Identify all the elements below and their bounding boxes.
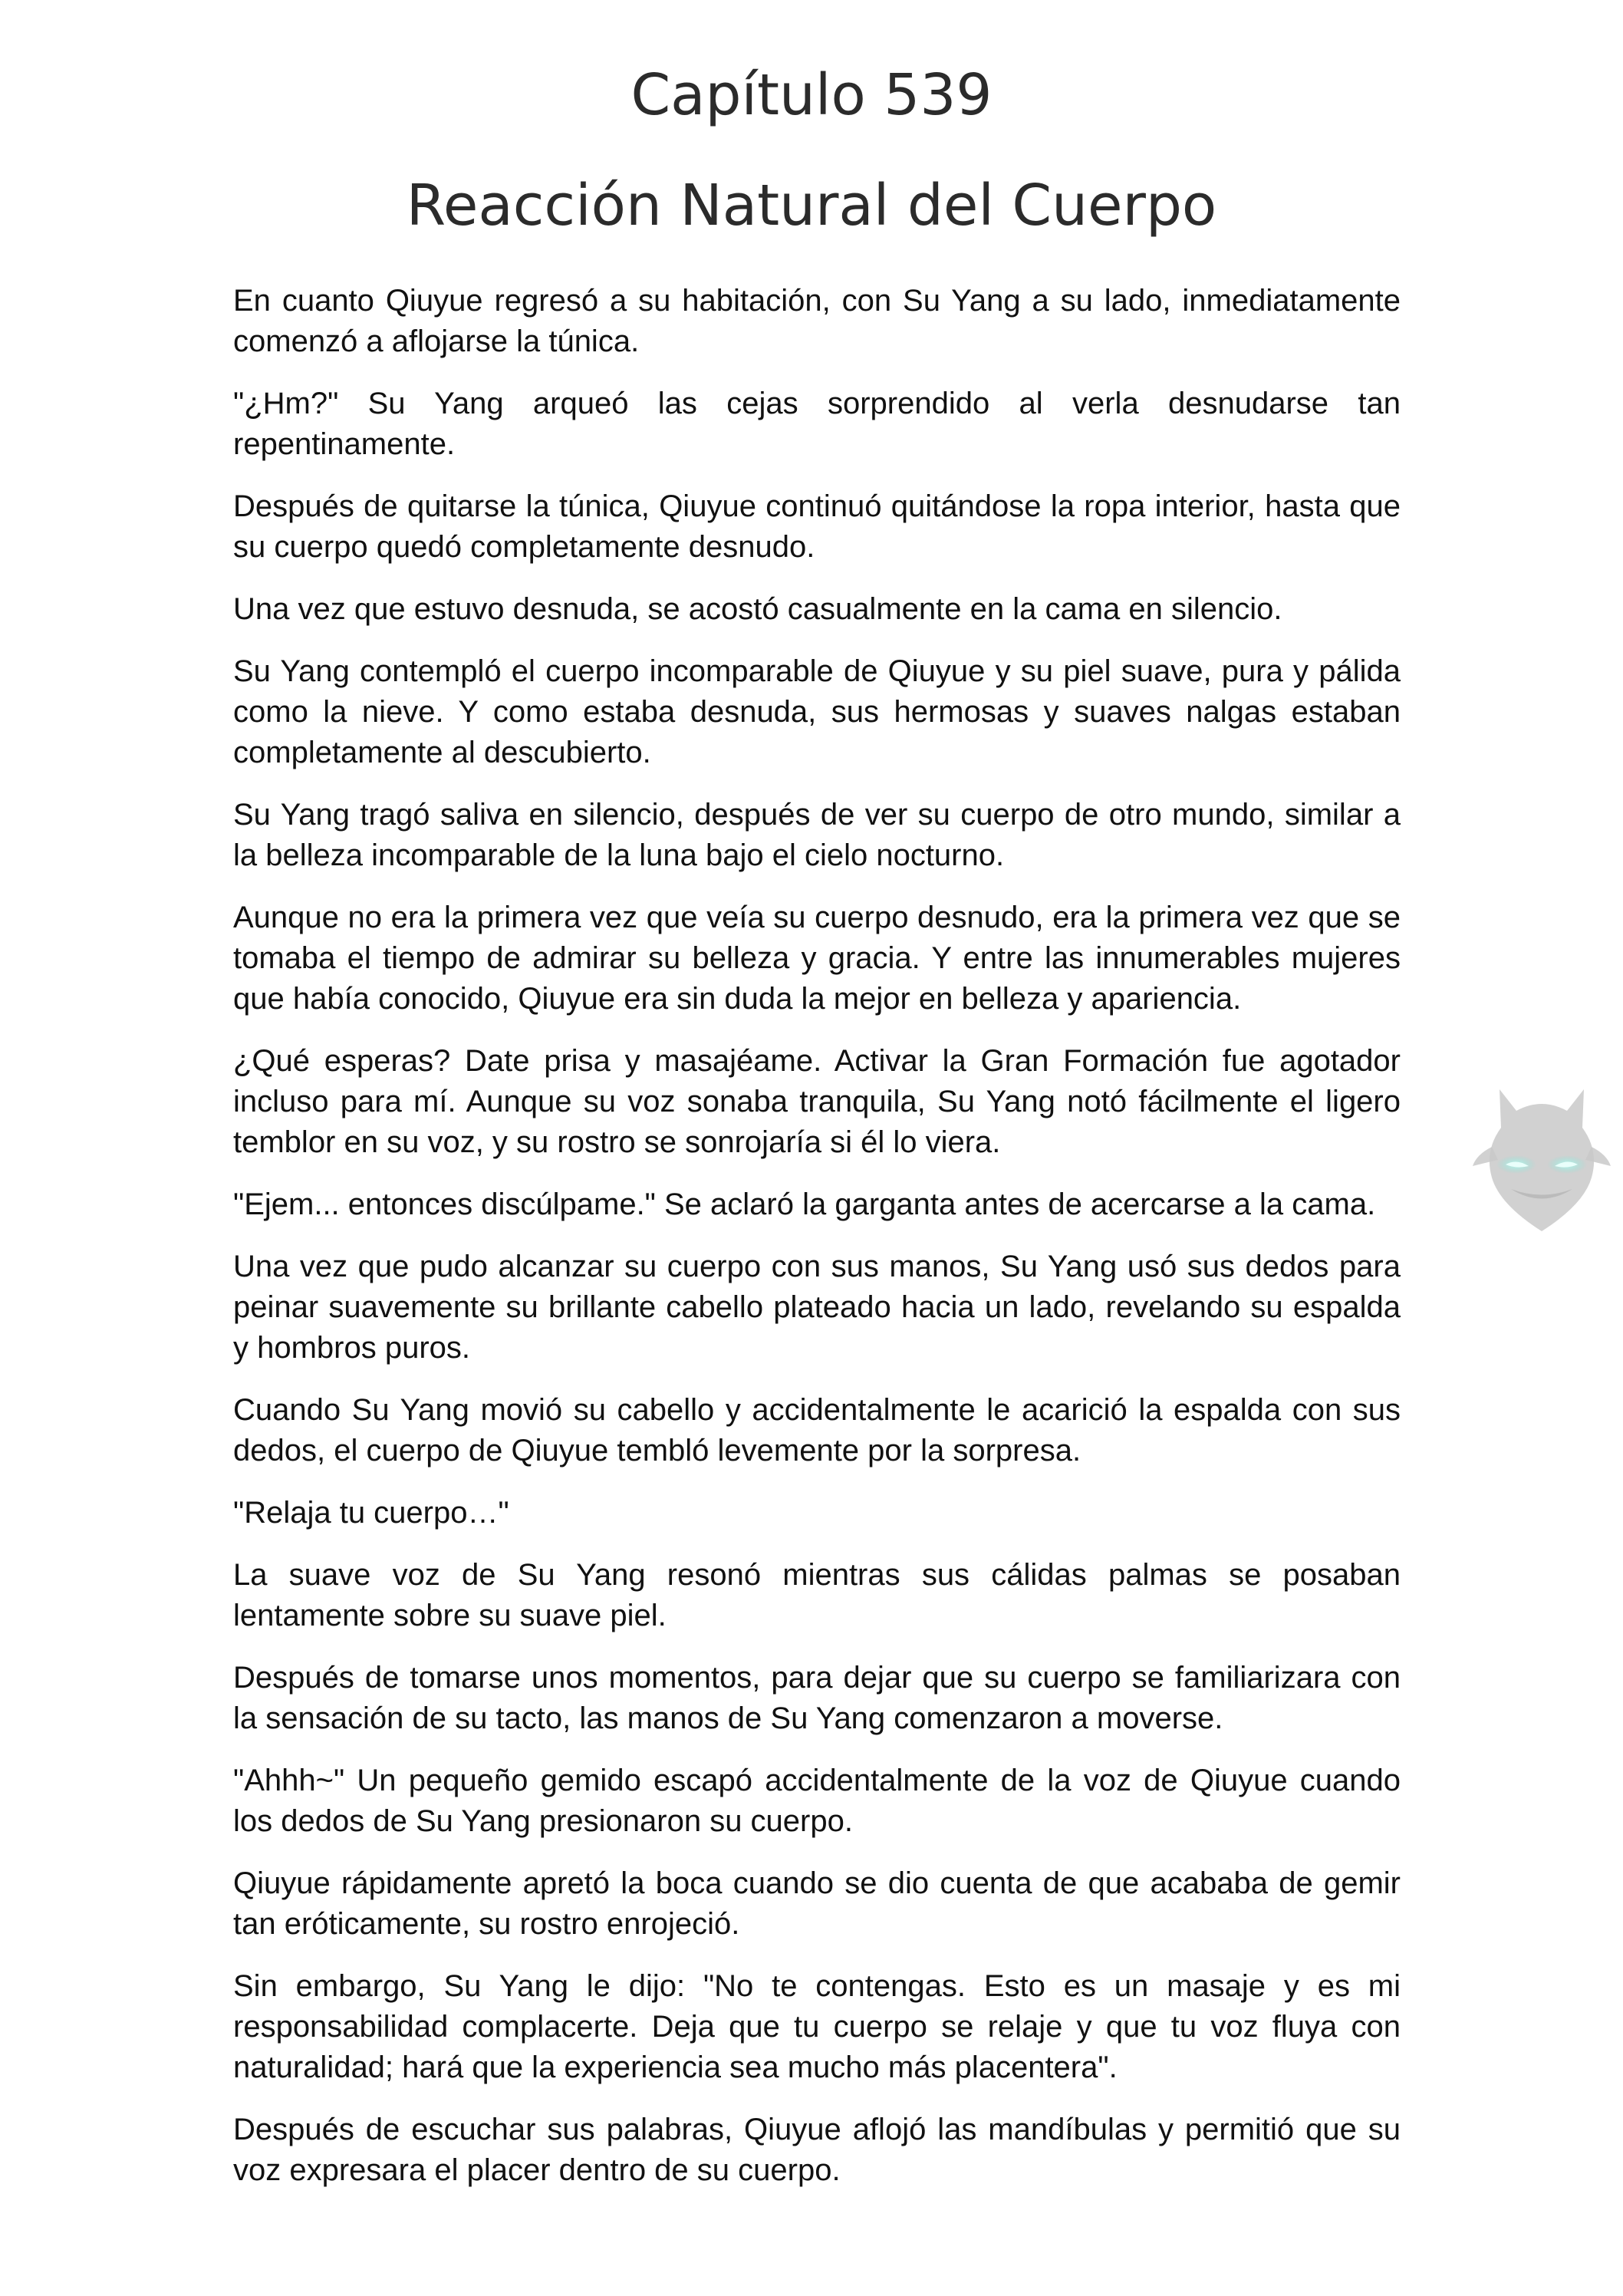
chapter-number: Capítulo 539 xyxy=(630,62,993,128)
paragraph: "Relaja tu cuerpo…" xyxy=(233,1496,509,1530)
paragraph: Cuando Su Yang movió su cabello y accidentalmente le acarició la espalda con sus dedos, el cuerpo de Qiuyue tembló levemente por la sorpresa. xyxy=(233,1393,1401,1468)
chapter-title: Reacción Natural del Cuerpo xyxy=(406,173,1217,239)
paragraph: Sin embargo, Su Yang le dijo: "No te contengas. Esto es un masaje y es mi responsabilidad complacerte. Deja que tu cuerpo se relaje y que tu voz fluya con naturalidad; hará que la experiencia sea mucho más placentera". xyxy=(233,1969,1401,2084)
paragraph: Una vez que pudo alcanzar su cuerpo con sus manos, Su Yang usó sus dedos para peinar suavemente su brillante cabello plateado hacia un lado, revelando su espalda y hombros puros. xyxy=(233,1250,1401,1365)
paragraph: Su Yang contempló el cuerpo incomparable de Qiuyue y su piel suave, pura y pálida como la nieve. Y como estaba desnuda, sus hermosas y suaves nalgas estaban completamente al descubierto. xyxy=(233,654,1401,769)
paragraph: "¿Hm?" Su Yang arqueó las cejas sorprendido al verla desnudarse tan repentinamente. xyxy=(233,387,1401,461)
paragraph: Después de tomarse unos momentos, para dejar que su cuerpo se familiarizara con la sensación de su tacto, las manos de Su Yang comenzaron a moverse. xyxy=(233,1661,1401,1735)
paragraph: Después de escuchar sus palabras, Qiuyue aflojó las mandíbulas y permitió que su voz expresara el placer dentro de su cuerpo. xyxy=(233,2113,1401,2187)
paragraph: La suave voz de Su Yang resonó mientras sus cálidas palmas se posaban lentamente sobre su suave piel. xyxy=(233,1558,1401,1632)
paragraph: Aunque no era la primera vez que veía su cuerpo desnudo, era la primera vez que se tomaba el tiempo de admirar su belleza y gracia. Y entre las innumerables mujeres que había conocido, Qiuyue era sin duda la mejor en belleza y apariencia. xyxy=(233,901,1401,1016)
paragraph: Qiuyue rápidamente apretó la boca cuando se dio cuenta de que acababa de gemir tan eróticamente, su rostro enrojeció. xyxy=(233,1866,1401,1941)
chapter-body xyxy=(233,281,1401,2212)
paragraph: En cuanto Qiuyue regresó a su habitación, con Su Yang a su lado, inmediatamente comenzó a aflojarse la túnica. xyxy=(233,284,1401,358)
paragraph: "Ahhh~" Un pequeño gemido escapó accidentalmente de la voz de Qiuyue cuando los dedos de Su Yang presionaron su cuerpo. xyxy=(233,1764,1401,1838)
paragraph: "Ejem... entonces discúlpame." Se aclaró la garganta antes de acercarse a la cama. xyxy=(233,1188,1376,1221)
paragraph: Después de quitarse la túnica, Qiuyue continuó quitándose la ropa interior, hasta que su cuerpo quedó completamente desnudo. xyxy=(233,489,1401,564)
paragraph: Su Yang tragó saliva en silencio, después de ver su cuerpo de otro mundo, similar a la belleza incomparable de la luna bajo el cielo nocturno. xyxy=(233,798,1401,872)
demon-head-icon xyxy=(1469,1074,1615,1243)
paragraph: Una vez que estuvo desnuda, se acostó casualmente en la cama en silencio. xyxy=(233,592,1282,626)
chapter-heading xyxy=(0,40,1623,261)
paragraph: ¿Qué esperas? Date prisa y masajéame. Activar la Gran Formación fue agotador incluso para mí. Aunque su voz sonaba tranquila, Su Yang notó fácilmente el ligero temblor en su voz, y su rostro se sonrojaría si él lo viera. xyxy=(233,1044,1401,1159)
